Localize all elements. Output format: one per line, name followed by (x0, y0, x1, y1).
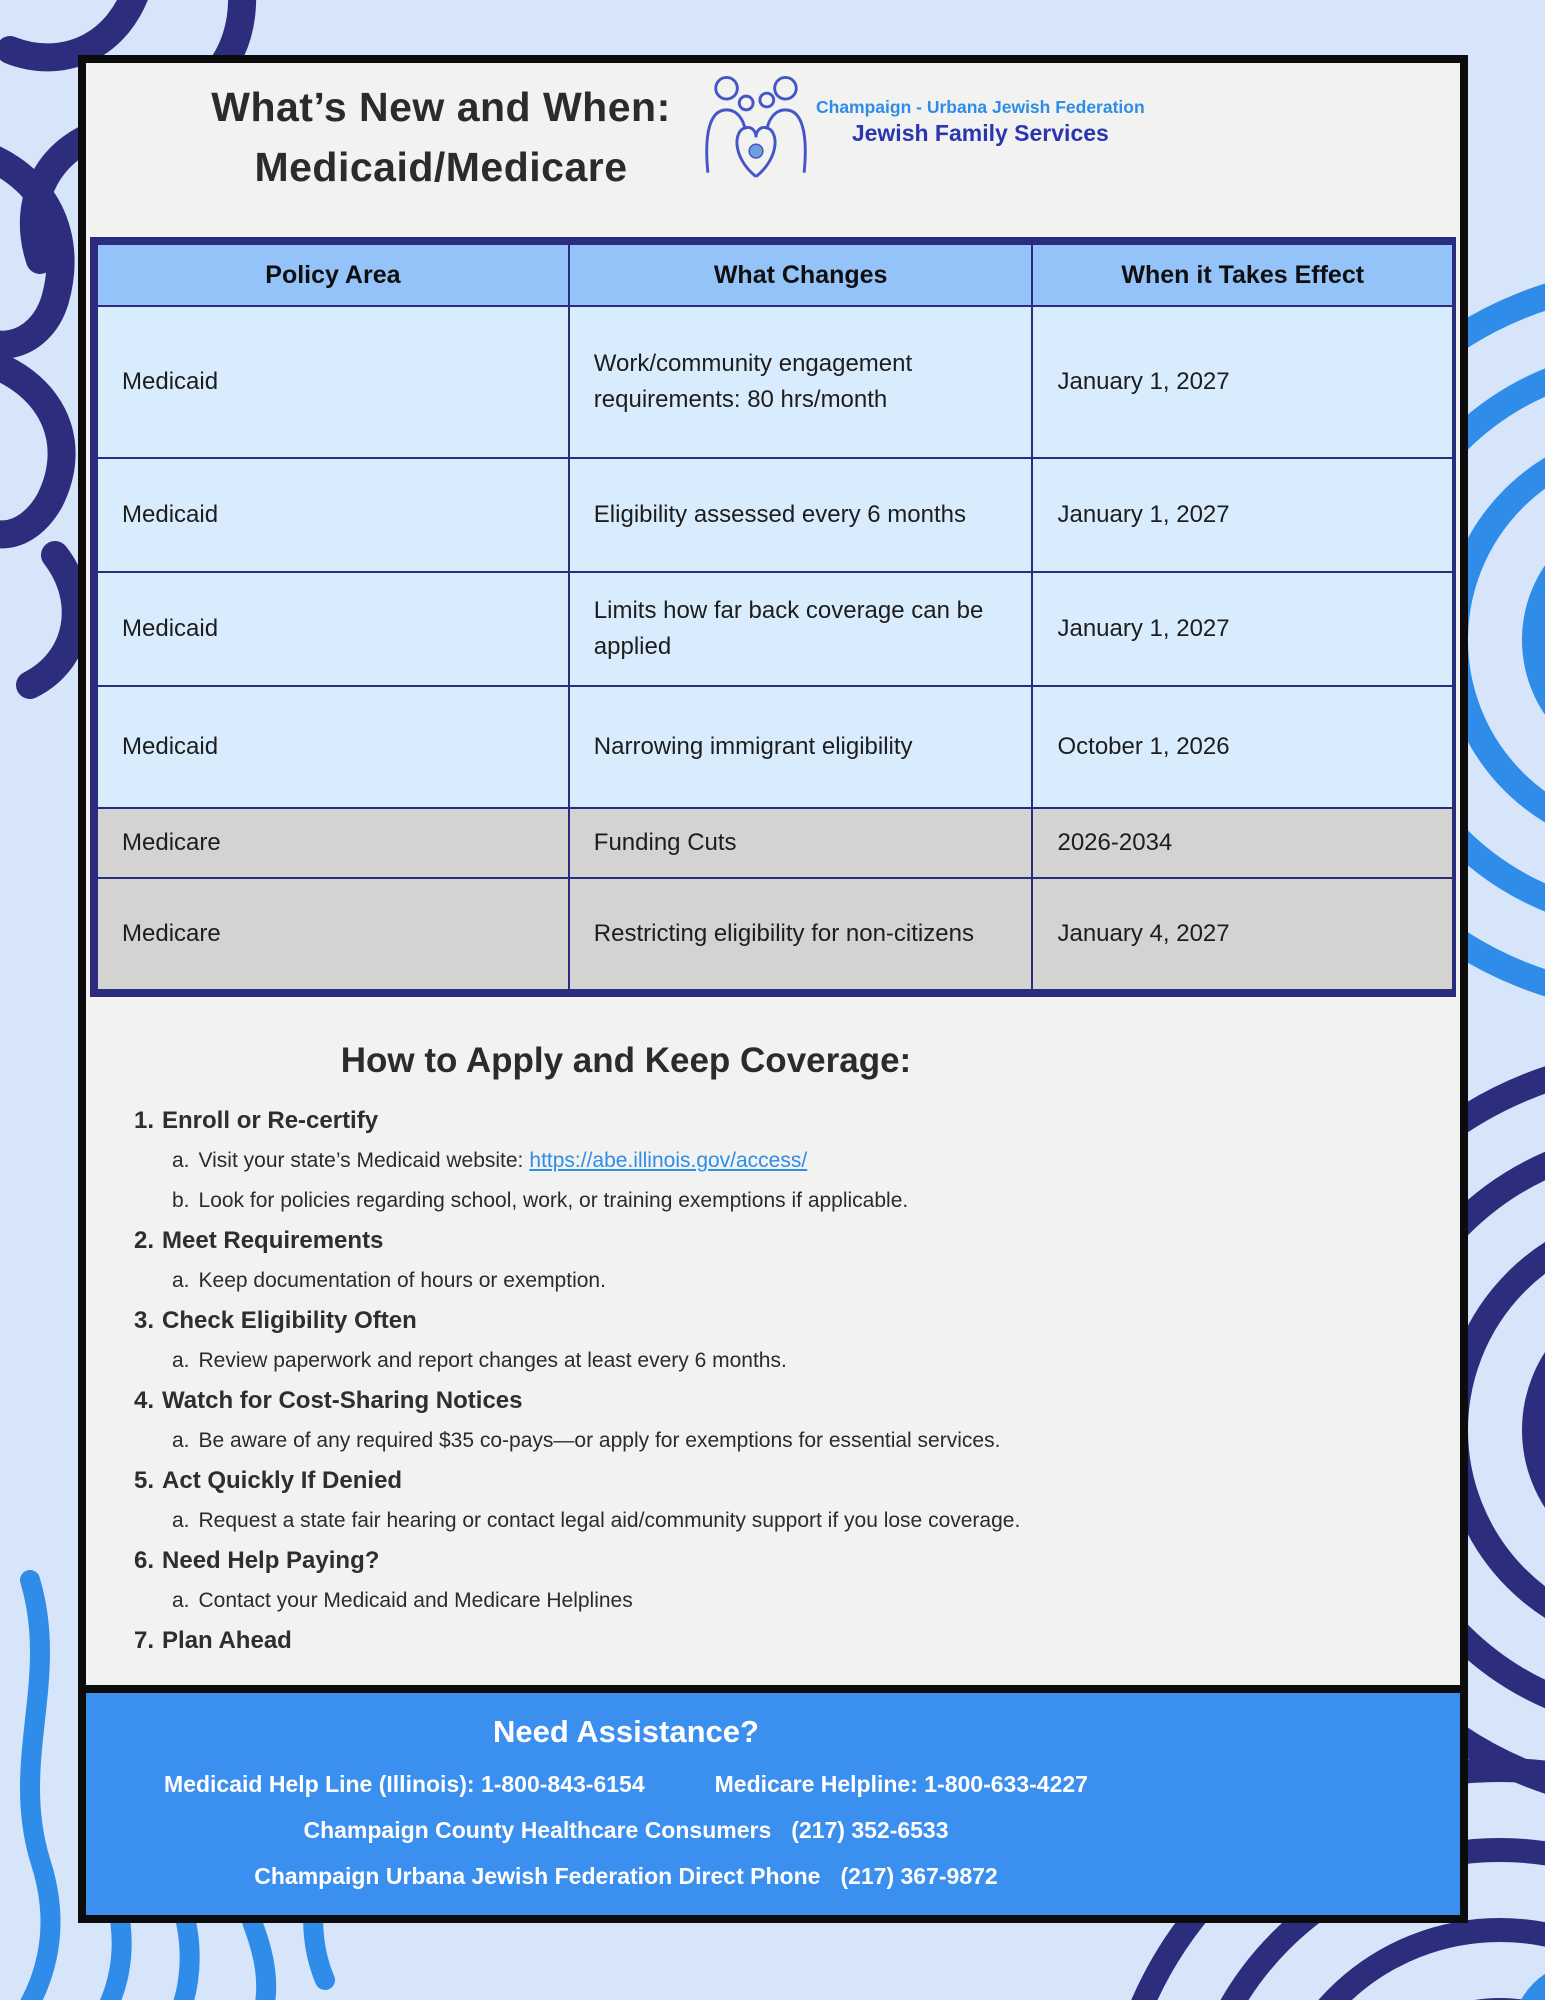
list-item-3: 3. Check Eligibility Often (134, 1307, 417, 1334)
footer-healthcare-consumers-line (86, 1807, 1166, 1853)
how-to-apply-heading: How to Apply and Keep Coverage: (340, 1041, 912, 1080)
list-subitem-2a: a. Keep documentation of hours or exemption. (172, 1269, 606, 1292)
change-cell: Restricting eligibility for non-citizens (570, 879, 1032, 989)
change-cell: Eligibility assessed every 6 months (570, 459, 1032, 571)
medicaid-help-line: Medicaid Help Line (Illinois): 1-800-843-6154 (164, 1771, 645, 1797)
list-item-1: 1. Enroll or Re-certify (134, 1107, 379, 1134)
page-title (96, 77, 786, 197)
org-name-services: Jewish Family Services (851, 120, 1109, 146)
footer-helplines-line (86, 1761, 1166, 1807)
how-to-apply-list (134, 1101, 1434, 1661)
column-header-policy-area: Policy Area (98, 245, 568, 305)
list-subitem-1b: b. Look for policies regarding school, work, or training exemptions if applicable. (172, 1189, 909, 1212)
policy-cell: Medicare (98, 809, 568, 877)
list-subitem-5a: a. Request a state fair hearing or contact legal aid/community support if you lose coverage. (172, 1509, 1021, 1532)
title-line-2: Medicaid/Medicare (254, 144, 628, 190)
change-cell: Limits how far back coverage can be applied (570, 573, 1032, 685)
healthcare-consumers-phone: (217) 352-6533 (791, 1817, 949, 1843)
footer-content (86, 1693, 1166, 1899)
medicaid-website-link[interactable]: https://abe.illinois.gov/access/ (529, 1149, 808, 1172)
effect-cell: January 1, 2027 (1033, 307, 1452, 457)
list-item-2: 2. Meet Requirements (134, 1227, 384, 1254)
need-assistance-footer (86, 1685, 1460, 1915)
federation-direct-phone-label: Champaign Urbana Jewish Federation Direct Phone (254, 1863, 821, 1889)
effect-cell: January 1, 2027 (1033, 573, 1452, 685)
family-heart-logo-icon (702, 69, 810, 189)
effect-cell: January 4, 2027 (1033, 879, 1452, 989)
title-line-1: What’s New and When: (211, 84, 671, 130)
footer-heading: Need Assistance? (493, 1714, 759, 1749)
flyer-card (78, 55, 1468, 1923)
policy-cell: Medicaid (98, 573, 568, 685)
policy-cell: Medicaid (98, 307, 568, 457)
footer-federation-phone-line (86, 1853, 1166, 1899)
column-header-what-changes: What Changes (570, 245, 1032, 305)
effect-cell: October 1, 2026 (1033, 687, 1452, 807)
list-item-7: 7. Plan Ahead (134, 1627, 292, 1654)
list-item-5: 5. Act Quickly If Denied (134, 1467, 403, 1494)
healthcare-consumers-label: Champaign County Healthcare Consumers (303, 1817, 772, 1843)
org-logo-text (816, 69, 1145, 147)
change-cell: Narrowing immigrant eligibility (570, 687, 1032, 807)
list-subitem-3a: a. Review paperwork and report changes at least every 6 months. (172, 1349, 787, 1372)
list-subitem-4a: a. Be aware of any required $35 co-pays—or apply for exemptions for essential services. (172, 1429, 1001, 1452)
policy-table (90, 237, 1456, 997)
column-header-when-effect: When it Takes Effect (1033, 245, 1452, 305)
federation-direct-phone: (217) 367-9872 (840, 1863, 998, 1889)
policy-cell: Medicaid (98, 687, 568, 807)
effect-cell: 2026-2034 (1033, 809, 1452, 877)
list-subitem-6a: a. Contact your Medicaid and Medicare Helplines (172, 1589, 633, 1612)
medicare-helpline: Medicare Helpline: 1-800-633-4227 (714, 1771, 1088, 1797)
change-cell: Work/community engagement requirements: 80 hrs/month (570, 307, 1032, 457)
list-item-4: 4. Watch for Cost-Sharing Notices (134, 1387, 523, 1414)
change-cell: Funding Cuts (570, 809, 1032, 877)
effect-cell: January 1, 2027 (1033, 459, 1452, 571)
org-logo (702, 69, 1145, 189)
list-subitem-1a: a. Visit your state’s Medicaid website: https://abe.illinois.gov/access/ (172, 1149, 808, 1172)
policy-cell: Medicare (98, 879, 568, 989)
org-name-federation: Champaign - Urbana Jewish Federation (816, 97, 1145, 117)
policy-cell: Medicaid (98, 459, 568, 571)
list-item-6: 6. Need Help Paying? (134, 1547, 380, 1574)
